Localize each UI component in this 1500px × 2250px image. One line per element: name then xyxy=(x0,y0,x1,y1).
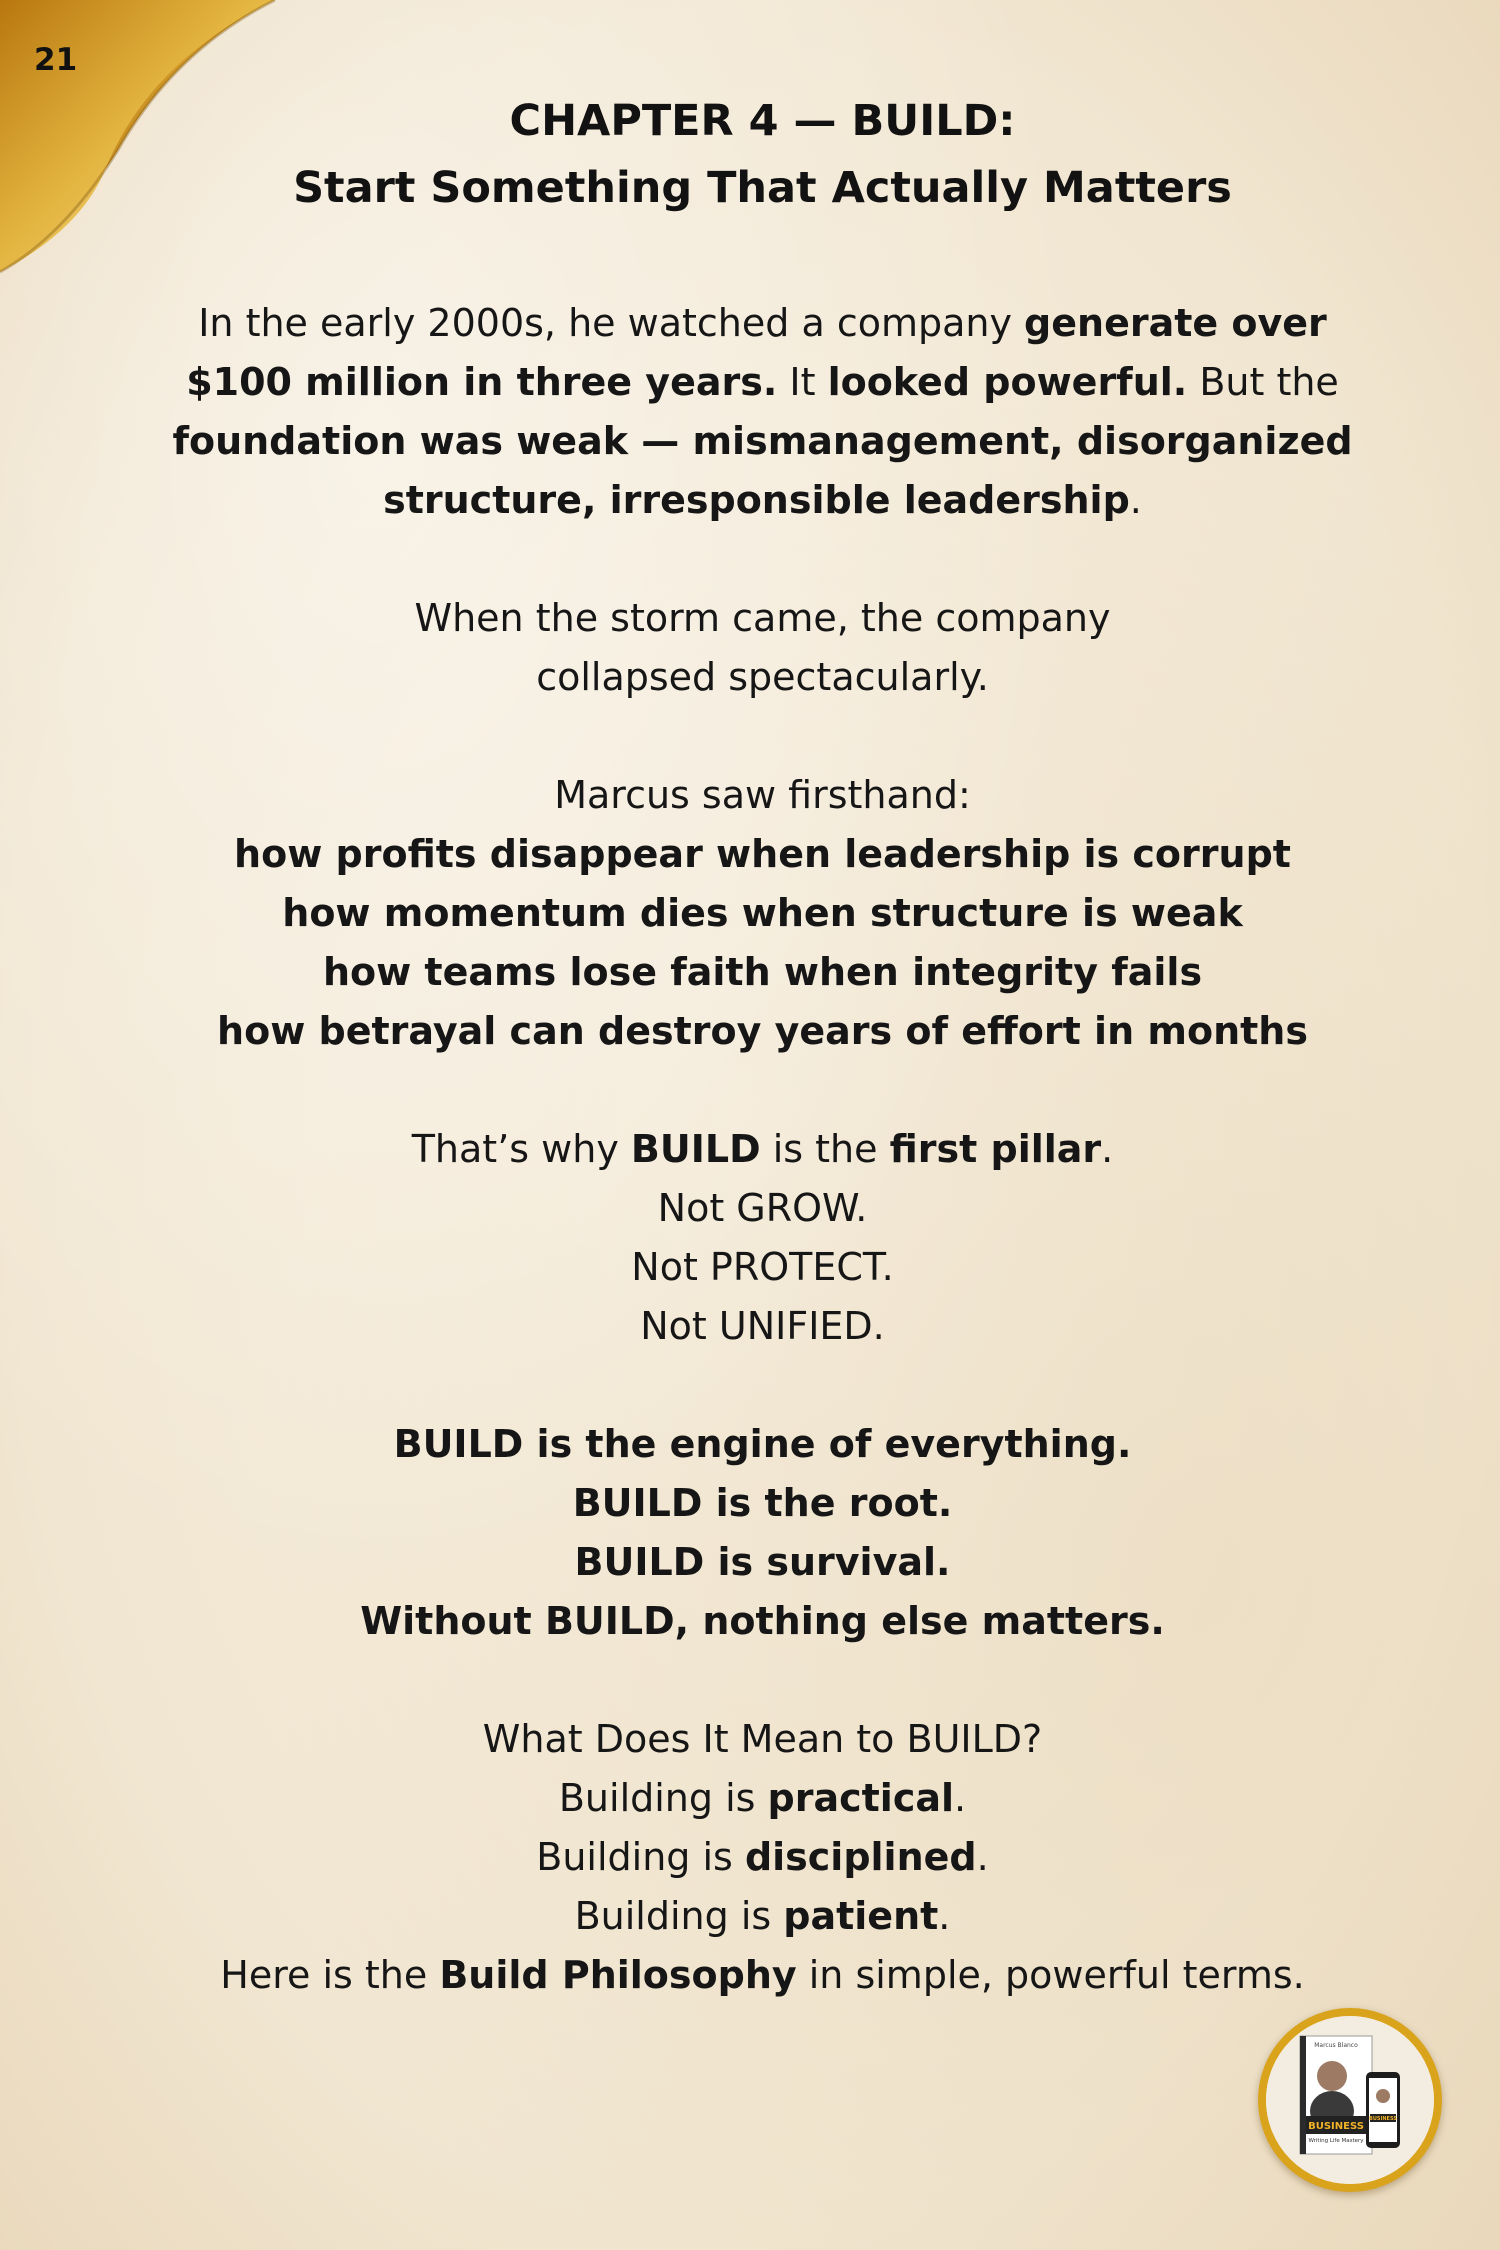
paragraph-company-story xyxy=(140,294,1385,530)
badge-author: Marcus Blanco xyxy=(1314,2042,1358,2049)
bold-span: foundation was weak — mismanagement, disorganized structure, irresponsible leadership xyxy=(172,419,1353,522)
build-statement: Without BUILD, nothing else matters. xyxy=(360,1599,1165,1643)
building-disciplined-line xyxy=(140,1828,1385,1887)
text-span: . xyxy=(938,1894,951,1938)
build-statement: BUILD is survival. xyxy=(574,1540,951,1584)
lesson-item: how profits disappear when leadership is corrupt xyxy=(234,832,1291,876)
build-philosophy-line xyxy=(140,1946,1385,2005)
text-span: . xyxy=(976,1835,989,1879)
page-content xyxy=(140,88,1385,2005)
bold-span: Build Philosophy xyxy=(439,1953,797,1997)
page-number: 21 xyxy=(34,42,78,78)
bold-span: first pillar xyxy=(889,1127,1102,1171)
chapter-title-line-2: Start Something That Actually Matters xyxy=(293,163,1232,213)
not-unified-line: Not UNIFIED. xyxy=(640,1304,885,1348)
badge-phone-book-word: BUSINESS xyxy=(1369,2116,1397,2122)
build-question: What Does It Mean to BUILD? xyxy=(482,1717,1043,1761)
chapter-title-line-1: CHAPTER 4 — BUILD: xyxy=(509,96,1016,146)
first-pillar-line xyxy=(140,1120,1385,1179)
book-cover-image xyxy=(1266,2016,1434,2184)
text-span: is the xyxy=(760,1127,890,1171)
bold-span: patient xyxy=(783,1894,939,1938)
text-span: Here is the xyxy=(220,1953,440,1997)
bold-span: disciplined xyxy=(744,1835,977,1879)
lessons-intro: Marcus saw firsthand: xyxy=(554,773,971,817)
building-practical-line xyxy=(140,1769,1385,1828)
text-span: It xyxy=(777,360,828,404)
chapter-title xyxy=(140,88,1385,222)
bold-span: looked powerful. xyxy=(827,360,1188,404)
text-span: in simple, powerful terms. xyxy=(796,1953,1305,1997)
not-protect-line: Not PROTECT. xyxy=(631,1245,894,1289)
text-span: That’s why xyxy=(411,1127,631,1171)
text-span: But the xyxy=(1187,360,1339,404)
build-statement: BUILD is the root. xyxy=(572,1481,953,1525)
lesson-item: how betrayal can destroy years of effort in months xyxy=(217,1009,1308,1053)
badge-book-word: BUSINESS xyxy=(1308,2121,1364,2132)
text-span: . xyxy=(1101,1127,1114,1171)
bold-span: BUILD xyxy=(630,1127,761,1171)
lesson-item: how teams lose faith when integrity fails xyxy=(322,950,1203,994)
bold-span: practical xyxy=(767,1776,955,1820)
badge-subtitle: Writing Life Mastery xyxy=(1308,2138,1364,2144)
lesson-item: how momentum dies when structure is weak xyxy=(282,891,1243,935)
paragraph-collapse: When the storm came, the company collapsed spectacularly. xyxy=(414,596,1111,699)
build-statement: BUILD is the engine of everything. xyxy=(393,1422,1132,1466)
paragraph-build-meaning xyxy=(140,1710,1385,2005)
text-span: . xyxy=(954,1776,967,1820)
paragraph-lessons xyxy=(140,766,1385,1061)
book-cover-badge xyxy=(1258,2008,1442,2192)
bold-span: generate over $100 million in three years. xyxy=(186,301,1327,404)
text-span: Building is xyxy=(558,1776,768,1820)
building-patient-line xyxy=(140,1887,1385,1946)
text-span: Building is xyxy=(574,1894,784,1938)
paragraph-build-statements xyxy=(140,1415,1385,1651)
text-span: . xyxy=(1129,478,1142,522)
paragraph-first-pillar xyxy=(140,1120,1385,1356)
text-span: Building is xyxy=(536,1835,745,1879)
not-grow-line: Not GROW. xyxy=(657,1186,868,1230)
text-span: In the early 2000s, he watched a company xyxy=(198,301,1025,345)
